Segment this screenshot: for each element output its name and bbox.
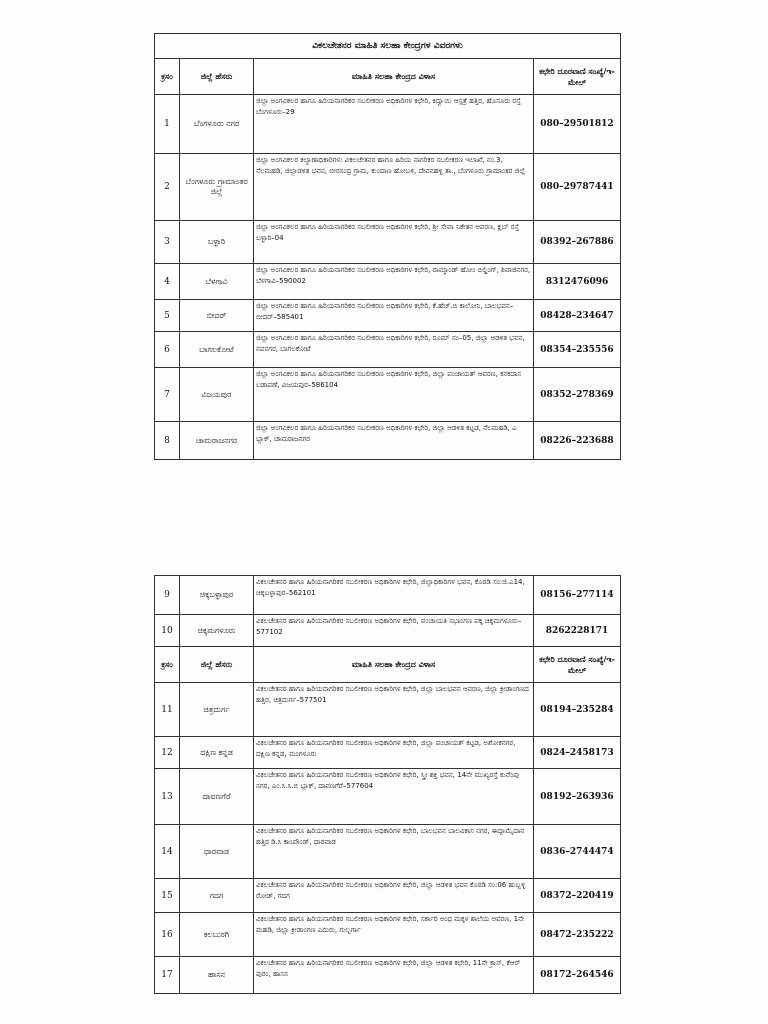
table-header-row-repeat [155, 647, 621, 683]
header-address: ಮಾಹಿತಿ ಸಲಹಾ ಕೇಂದ್ರದ ವಿಳಾಸ [254, 59, 534, 95]
row-address: ಜಿಲ್ಲಾ ಅಂಗವಿಕಲರ ಹಾಗೂ ಹಿರಿಯನಾಗರಿಕರ ಸಬಲೀಕರಣ ಅಧಿಕಾರಿಗಳ ಕಛೇರಿ, ಕೆ.ಹೆಚ್.ಬಿ ಕಾಲೋನಿ, ಬಾಲಭವನ–ಬೀದರ್–585401 [254, 300, 534, 332]
row-address: ವಿಕಲಚೇತನರ ಹಾಗೂ ಹಿರಿಯನಾಗರಿಕರ ಸಬಲೀಕರಣ ಅಧಿಕಾರಿಗಳ ಕಛೇರಿ, ಜಿಲ್ಲಾ ಆಡಳಿತ ಭವನ ಕೊಠಡಿ ಸಂ:06 ಹುಬ್ಬಳ್ಳಿ ರೋಡ್, ಗದಗ [254, 879, 534, 913]
row-address: ವಿಕಲಚೇತನರ ಹಾಗೂ ಹಿರಿಯನಾಗರಿಕರ ಸಬಲೀಕರಣ ಅಧಿಕಾರಿಗಳ ಕಛೇರಿ, ಪಂಚಾಯತಿ ಸಭಾಂಗಣ ಪಕ್ಕ ಚಿಕ್ಕಮಗಳೂರು–577102 [254, 615, 534, 647]
table-row [155, 264, 621, 300]
row-phone: 0836–2744474 [534, 825, 621, 879]
row-phone: 080–29787441 [534, 154, 621, 221]
row-address: ವಿಕಲಚೇತನರ ಹಾಗೂ ಹಿರಿಯನಾಗರಿಕರ ಸಬಲೀಕರಣ ಅಧಿಕಾರಿಗಳ ಕಛೇರಿ, ಬಾಲಭವನ ಬಾಲವಿಕಾಸ ನಗರ, ಈದ್ಗಾಮೈದಾನ ಹತ್ತಿರ ಡಿ.ಸಿ ಕಾಂಪೌಂಡ್, ಧಾರವಾಡ [254, 825, 534, 879]
row-district: ಕಲಬುರಗಿ [180, 913, 254, 957]
row-district: ಬೆಳಗಾವಿ [180, 264, 254, 300]
row-phone: 08354–235556 [534, 332, 621, 368]
header-sl: ಕ್ರಸಂ [155, 59, 180, 95]
row-phone: 080–29501812 [534, 95, 621, 154]
table-row [155, 615, 621, 647]
row-phone: 08472–235222 [534, 913, 621, 957]
row-phone: 8262228171 [534, 615, 621, 647]
row-address: ವಿಕಲಚೇತನರ ಹಾಗೂ ಹಿರಿಯನಾಗರಿಕರ ಸಬಲೀಕರಣ ಅಧಿಕಾರಿಗಳ ಕಛೇರಿ, ಸ್ತ್ರೀ ಶಕ್ತಿ ಭವನ, 14ನೇ ಮುಖ್ಯರಸ್ತೆ ಕುವೆಂಪು ನಗರ, ಎಂ.ಸಿ.ಸಿ.ಬಿ ಬ್ಲಾಕ್, ದಾವಣಗೆರೆ–577604 [254, 769, 534, 825]
row-district: ಚಾಮರಾಜನಗರ [180, 422, 254, 460]
centers-table-page2 [154, 575, 621, 994]
table-row [155, 95, 621, 154]
row-serial: 15 [155, 879, 180, 913]
row-serial: 5 [155, 300, 180, 332]
row-address: ಜಿಲ್ಲಾ ಅಂಗವಿಕಲರ ಹಾಗೂ ಹಿರಿಯನಾಗರಿಕರ ಸಬಲೀಕರಣ ಅಧಿಕಾರಿಗಳ ಕಛೇರಿ, ಕಿದ್ವಾಯಿ ಆಸ್ಪತ್ರೆ ಹತ್ತಿರ, ಹೊಸೂರು ರಸ್ತೆ ಬೆಂಗಳೂರು–29 [254, 95, 534, 154]
table-header-row [155, 59, 621, 95]
row-district: ಬೀದರ್ [180, 300, 254, 332]
row-address: ಜಿಲ್ಲಾ ಅಂಗವಿಕಲರ ಹಾಗೂ ಹಿರಿಯನಾಗರಿಕರ ಸಬಲೀಕರಣ ಅಧಿಕಾರಿಗಳ ಕಛೇರಿ, ಶ್ರೀ ಸೇವಾ ನಿಕೇತನ ಆವರಣ, ಕ್ಲಬ್ ರಸ್ತೆ ಬಳ್ಳಾರಿ–04 [254, 221, 534, 264]
table-row [155, 332, 621, 368]
header-district: ಜಿಲ್ಲೆ ಹೆಸರು [180, 59, 254, 95]
row-phone: 08226–223688 [534, 422, 621, 460]
row-serial: 2 [155, 154, 180, 221]
row-phone: 08352–278369 [534, 368, 621, 422]
row-phone: 0824–2458173 [534, 737, 621, 769]
row-address: ವಿಕಲಚೇತನರ ಹಾಗೂ ಹಿರಿಯನಾಗರಿಕರ ಸಬಲೀಕರಣ ಅಧಿಕಾರಿಗಳ ಕಛೇರಿ, ಜಿಲ್ಲಾಧಿಕಾರಿಗಳ ಭವನ, ಕೊಠಡಿ ಸಂ:ಜಿ.ಎ14, ಚಿಕ್ಕಬಳ್ಳಾಪುರ–562101 [254, 576, 534, 615]
row-district: ಹಾಸನ [180, 957, 254, 994]
table-row [155, 769, 621, 825]
row-district: ದಾವಣಗೆರೆ [180, 769, 254, 825]
table-row [155, 154, 621, 221]
row-address: ವಿಕಲಚೇತನರ ಹಾಗೂ ಹಿರಿಯನಾಗರಿಕರ ಸಬಲೀಕರಣ ಅಧಿಕಾರಿಗಳ ಕಛೇರಿ, ಜಿಲ್ಲಾ ಬಾಲಭವನ ಆವರಣ, ಜಿಲ್ಲಾ ಕ್ರೀಡಾಂಗಣದ ಹತ್ತಿರ, ಚಿತ್ರದುರ್ಗ–577501 [254, 683, 534, 737]
row-district: ಚಿಕ್ಕಮಗಳೂರು [180, 615, 254, 647]
row-district: ಚಿತ್ರದುರ್ಗ [180, 683, 254, 737]
row-district: ಬಳ್ಳಾರಿ [180, 221, 254, 264]
table-title: ವಿಕಲಚೇತನರ ಮಾಹಿತಿ ಸಲಹಾ ಕೇಂದ್ರಗಳ ವಿವರಗಳು [155, 34, 621, 59]
table-row [155, 879, 621, 913]
row-district: ಬಾಗಲಕೋಟೆ [180, 332, 254, 368]
row-address: ಜಿಲ್ಲಾ ಅಂಗವಿಕಲರ ಹಾಗೂ ಹಿರಿಯನಾಗರಿಕರ ಸಬಲೀಕರಣ ಅಧಿಕಾರಿಗಳ ಕಛೇರಿ, ಜಿಲ್ಲಾ ಆಡಳಿತ ಕಟ್ಟಡ, ನೆಲಮಹಡಿ, ಎ ಬ್ಲಾಕ್, ಚಾಮರಾಜನಗರ [254, 422, 534, 460]
header-sl: ಕ್ರಸಂ [155, 647, 180, 683]
table-row [155, 825, 621, 879]
row-address: ವಿಕಲಚೇತನರ ಹಾಗೂ ಹಿರಿಯನಾಗರಿಕರ ಸಬಲೀಕರಣ ಅಧಿಕಾರಿಗಳ ಕಛೇರಿ, ಜಿಲ್ಲಾ ಪಂಚಾಯತ್ ಕಟ್ಟಡ, ಅಶೋಕನಗರ, ದಕ್ಷಿಣ ಕನ್ನಡ, ಮಂಗಳೂರು [254, 737, 534, 769]
row-serial: 14 [155, 825, 180, 879]
table-title-row [155, 34, 621, 59]
row-serial: 16 [155, 913, 180, 957]
header-phone: ಕಛೇರಿ ದೂರವಾಣಿ ಸಂಖ್ಯೆ/ಇ-ಮೇಲ್ [534, 647, 621, 683]
row-address: ವಿಕಲಚೇತನರ ಹಾಗೂ ಹಿರಿಯನಾಗರಿಕರ ಸಬಲೀಕರಣ ಅಧಿಕಾರಿಗಳ ಕಛೇರಿ, ಸರ್ಕಾರಿ ಅಂಧ ಮಕ್ಕಳ ಶಾಲೆಯ ಆವರಣ, 1ನೇ ಮಹಡಿ, ಜಿಲ್ಲಾ ಕ್ರೀಡಾಂಗಣ ಎದುರು, ಗುಲ್ಬರ್ಗಾ [254, 913, 534, 957]
row-address: ಜಿಲ್ಲಾ ಅಂಗವಿಕಲರ ಕಲ್ಯಾಣಾಧಿಕಾರಿಗಳು ವಿಕಲಚೇತನರ ಹಾಗೂ ಹಿರಿಯ ನಾಗರಿಕರ ಸಬಲೀಕರಣ ಇಲಾಖೆ, ನಂ.3, ನೆಲಮಹಡಿ, ಜಿಲ್ಲಾಡಳಿತ ಭವನ, ಬೀರಸಂದ್ರ ಗ್ರಾಮ, ಕುಂದಾಣ ಹೋಬಳಿ, ದೇವನಹಳ್ಳಿ ತಾ., ಬೆಂಗಳೂರು ಗ್ರಾಮಾಂತರ ಜಿಲ್ಲೆ [254, 154, 534, 221]
row-district: ಚಿಕ್ಕಬಳ್ಳಾಪುರ [180, 576, 254, 615]
table-row [155, 683, 621, 737]
row-address: ಜಿಲ್ಲಾ ಅಂಗವಿಕಲರ ಹಾಗೂ ಹಿರಿಯನಾಗರಿಕರ ಸಬಲೀಕರಣ ಅಧಿಕಾರಿಗಳ ಕಛೇರಿ, ರೂಮ್ ನಂ–05, ಜಿಲ್ಲಾ ಆಡಳಿತ ಭವನ, ನವನಗರ, ಬಾಗಲಕೋಟೆ [254, 332, 534, 368]
row-serial: 8 [155, 422, 180, 460]
row-phone: 08392–267886 [534, 221, 621, 264]
row-district: ಬೆಂಗಳೂರು ನಗರ [180, 95, 254, 154]
row-district: ಗದಗ [180, 879, 254, 913]
row-phone: 08172–264546 [534, 957, 621, 994]
table-row [155, 300, 621, 332]
row-phone: 08192–263936 [534, 769, 621, 825]
row-serial: 13 [155, 769, 180, 825]
row-district: ಧಾರವಾಡ [180, 825, 254, 879]
row-district: ಬೆಂಗಳೂರು ಗ್ರಾಮಾಂತರ ಜಿಲ್ಲೆ [180, 154, 254, 221]
row-serial: 10 [155, 615, 180, 647]
row-serial: 11 [155, 683, 180, 737]
row-district: ವಿಜಯಪುರ [180, 368, 254, 422]
row-serial: 17 [155, 957, 180, 994]
row-address: ಜಿಲ್ಲಾ ಅಂಗವಿಕಲರ ಹಾಗೂ ಹಿರಿಯನಾಗರಿಕರ ಸಬಲೀಕರಣ ಅಧಿಕಾರಿಗಳ ಕಛೇರಿ, ರಾಮ್ಕಾಂಡ್ ಹೋಂ ಬಿಲ್ಡಿಂಗ್, ಶಿವಾಜಿನಗರ, ಬೆಳಗಾವಿ–590002 [254, 264, 534, 300]
row-serial: 3 [155, 221, 180, 264]
row-serial: 4 [155, 264, 180, 300]
row-serial: 6 [155, 332, 180, 368]
table-row [155, 221, 621, 264]
header-address: ಮಾಹಿತಿ ಸಲಹಾ ಕೇಂದ್ರದ ವಿಳಾಸ [254, 647, 534, 683]
row-address: ಜಿಲ್ಲಾ ಅಂಗವಿಕಲರ ಹಾಗೂ ಹಿರಿಯನಾಗರಿಕರ ಸಬಲೀಕರಣ ಅಧಿಕಾರಿಗಳ ಕಛೇರಿ, ಜಿಲ್ಲಾ ಪಂಚಾಯತ್ ಆವರಣ, ಕನಕದಾಸ ಬಡಾವಣೆ, ವಿಜಯಪುರ–586104 [254, 368, 534, 422]
row-serial: 9 [155, 576, 180, 615]
row-phone: 08428–234647 [534, 300, 621, 332]
header-district: ಜಿಲ್ಲೆ ಹೆಸರು [180, 647, 254, 683]
row-phone: 08194–235284 [534, 683, 621, 737]
row-phone: 8312476096 [534, 264, 621, 300]
table-row [155, 737, 621, 769]
header-phone: ಕಛೇರಿ ದೂರವಾಣಿ ಸಂಖ್ಯೆ/ಇ-ಮೇಲ್ [534, 59, 621, 95]
table-row [155, 422, 621, 460]
table-row [155, 913, 621, 957]
row-phone: 08156–277114 [534, 576, 621, 615]
row-serial: 1 [155, 95, 180, 154]
row-serial: 7 [155, 368, 180, 422]
table-row [155, 957, 621, 994]
centers-table-page1 [154, 33, 621, 460]
row-district: ದಕ್ಷಿಣ ಕನ್ನಡ [180, 737, 254, 769]
row-address: ವಿಕಲಚೇತನರ ಹಾಗೂ ಹಿರಿಯನಾಗರಿಕರ ಸಬಲೀಕರಣ ಅಧಿಕಾರಿಗಳ ಕಛೇರಿ, ಜಿಲ್ಲಾ ಆಡಳಿತ ಕಛೇರಿ, 11ನೇ ಕ್ರಾಸ್, ಕೆಆರ್ ಪುರಂ, ಹಾಸನ [254, 957, 534, 994]
table-row [155, 368, 621, 422]
row-serial: 12 [155, 737, 180, 769]
row-phone: 08372–220419 [534, 879, 621, 913]
table-row [155, 576, 621, 615]
